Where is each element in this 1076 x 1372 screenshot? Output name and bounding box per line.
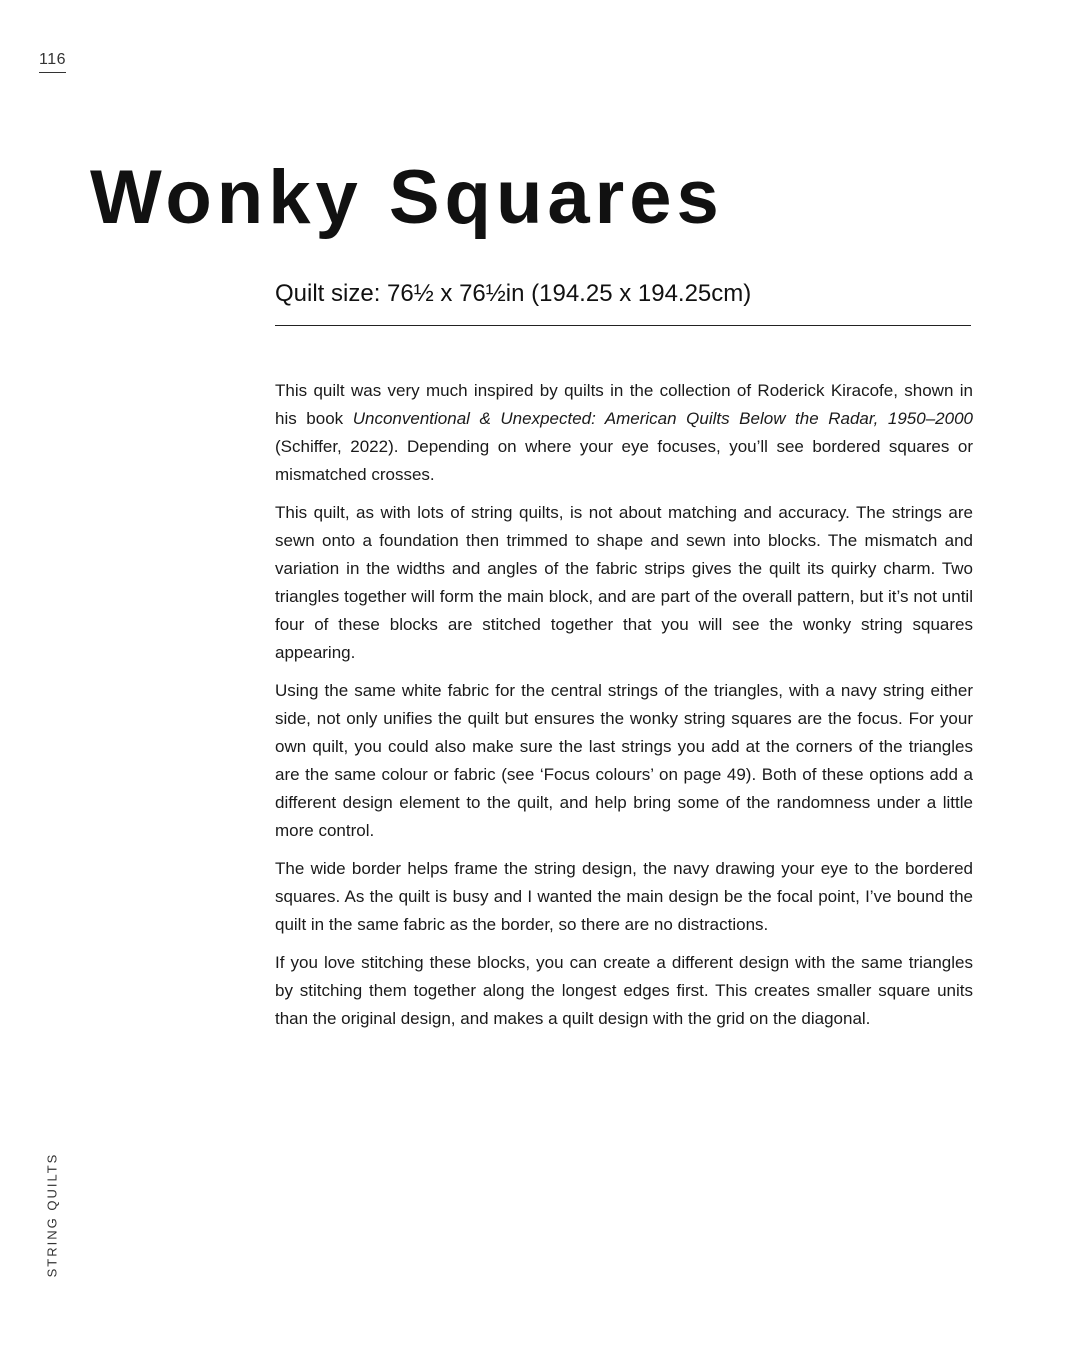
paragraph-1-tail: (Schiffer, 2022). Depending on where your eye focuses, you’ll see bordered squares or mismatched crosses. [275, 437, 973, 484]
paragraph-1-lead: This quilt was very much inspired by quilts in the collection of Roderick Kiracofe, shown in his book [275, 381, 973, 428]
book-title: Unconventional & Unexpected: American Quilts Below the Radar, 1950–2000 [352, 409, 973, 428]
paragraph-2: This quilt, as with lots of string quilts, is not about matching and accuracy. The strings are sewn onto a foundation then trimmed to shape and sewn into blocks. The mismatch and variation in the widths and angles of the fabric strips gives the quilt its quirky charm. Two triangles together will form the main block, and are part of the overall pattern, but it’s not until four of these blocks are stitched together that you will see the wonky string squares appearing. [275, 503, 973, 662]
divider-rule [275, 325, 971, 326]
paragraph-1 [275, 377, 973, 489]
paragraph-3: Using the same white fabric for the central strings of the triangles, with a navy string either side, not only unifies the quilt but ensures the wonky string squares are the focus. For your own quilt, you could also make sure the last strings you add at the corners of the triangles are the same colour or fabric (see ‘Focus colours’ on page 49). Both of these options add a different design element to the quilt, and help bring some of the randomness under a little more control. [275, 681, 973, 840]
page-title: Wonky Squares [90, 155, 724, 240]
section-label: STRING QUILTS [44, 1152, 60, 1278]
paragraph-4: The wide border helps frame the string design, the navy drawing your eye to the bordered squares. As the quilt is busy and I wanted the main design be the focal point, I’ve bound the quilt in the same fabric as the border, so there are no distractions. [275, 859, 973, 934]
quilt-size-subtitle: Quilt size: 76½ x 76½in (194.25 x 194.25cm) [275, 280, 752, 307]
page-number: 116 [39, 50, 66, 73]
body-text [275, 377, 973, 1043]
paragraph-5: If you love stitching these blocks, you can create a different design with the same triangles by stitching them together along the longest edges first. This creates smaller square units than the original design, and makes a quilt design with the grid on the diagonal. [275, 953, 973, 1028]
